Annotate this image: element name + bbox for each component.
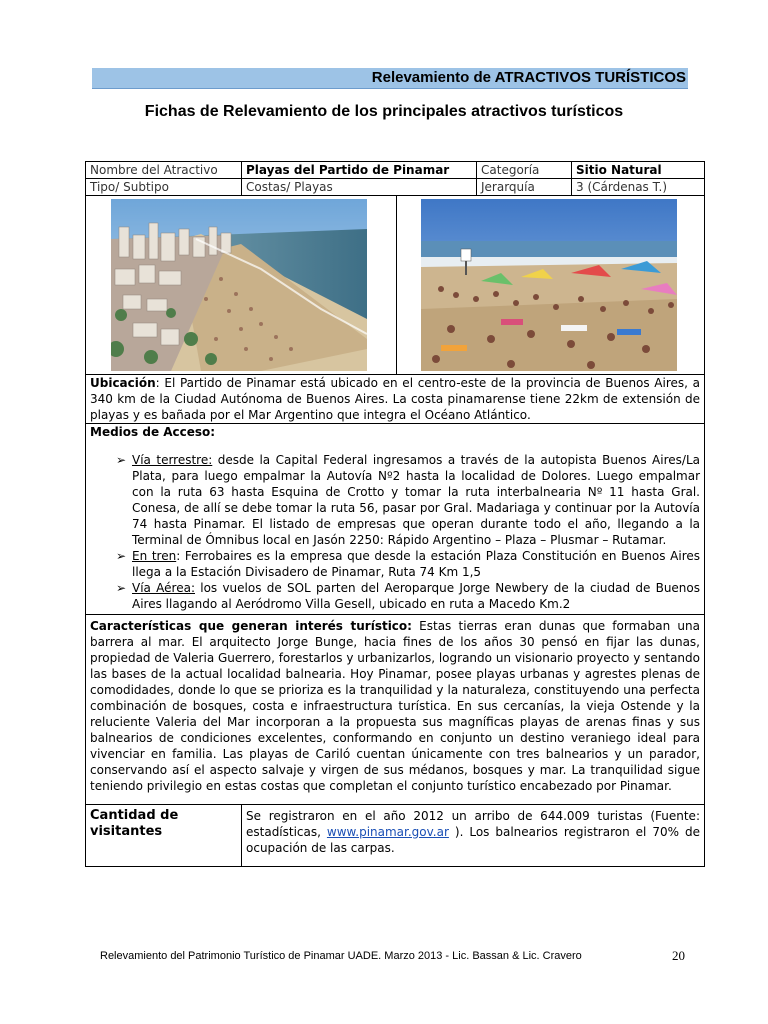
acceso-item-title: Vía terrestre: [132, 453, 213, 467]
caracteristicas-row [86, 615, 705, 805]
acceso-item-text: : Ferrobaires es la empresa que desde la estación Plaza Constitución en Buenos Aires llega a la Estación Divisadero de Pinamar, Ruta 74 Km 1,5 [132, 549, 700, 579]
arrow-bullet-icon: ➢ [116, 581, 127, 595]
caracteristicas-label: Características que generan interés turístico: [90, 619, 412, 633]
categoria-value: Sitio Natural [572, 162, 705, 179]
acceso-row [86, 424, 705, 615]
attraction-sheet-table [85, 161, 705, 867]
acceso-item-text: los vuelos de SOL parten del Aeroparque Jorge Newbery de la ciudad de Buenos Aires llagando al Aeródromo Villa Gesell, ubicado en ruta a Macedo Km.2 [132, 581, 701, 611]
caracteristicas-text: Estas tierras eran dunas que formaban una barrera al mar. El arquitecto Jorge Bunge, hacia fines de los años 30 pensó en fijar las dunas, propiedad de Valeria Guerrero, forestarlos y urbanizarlos, logrando un visionario proyecto y sentando las bases de la actual localidad balnearia. Hoy Pinamar, posee playas urbanas y agrestes plenas de comodidades, donde lo que se prioriza es la tranquilidad y la naturaleza, constituyendo una perfecta combinación de bosques, costa e infraestructura turística. En sus cercanías, la vieja Ostende y la reluciente Valeria del Mar incorporan a la propuesta sus magníficas playas de arenas finas y sus balnearios de condiciones excelentes, conformando en conjunto un destino veraniego ideal para vivenciar en familia. Las playas de Cariló cuentan únicamente con tres balnearios y un parador, conservando así el aspecto salvaje y virgen de sus médanos, bosques y mar. La tranquilidad sigue teniendo privilegio en estas costas que completan el conjunto turístico encabezado por Pinamar. [90, 619, 700, 793]
list-item [116, 580, 701, 612]
page-subtitle: Fichas de Relevamiento de los principales atractivos turísticos [144, 103, 624, 120]
acceso-list [90, 452, 700, 612]
beach-crowd-photo [421, 199, 677, 371]
acceso-item-text: desde la Capital Federal ingresamos a través de la autopista Buenos Aires/La Plata, para luego empalmar la Autovía Nº2 hasta la localidad de Dolores. Luego empalmar con la ruta 63 hasta Esquina de Crotto y tomar la ruta interbalnearia Nº 11 hasta Gral. Conesa, de allí se debe tomar la ruta 56, pasar por Gral. Madariaga y continuar por la Autovía 74 hasta Pinamar. El listado de empresas que operan durante todo el año, llegando a la Terminal de Ómnibus local en Jasón 2250: Rápido Argentino – Plaza – Plusmar – Rutamar. [132, 453, 700, 547]
ubicacion-cell [86, 375, 705, 424]
visitantes-label: Cantidad de visitantes [86, 805, 242, 867]
jerarquia-label: Jerarquía [477, 179, 572, 196]
page-number: 20 [672, 948, 685, 963]
pinamar-website-link[interactable]: www.pinamar.gov.ar [326, 825, 449, 839]
ubicacion-text: : El Partido de Pinamar está ubicado en el centro-este de la provincia de Buenos Aires, a 340 km de la Ciudad Autónoma de Buenos Aires. La costa pinamarense tiene 22km de extensión de playas y es bañada por el Mar Argentino que integra el Océano Atlántico. [90, 376, 700, 422]
list-item [116, 548, 700, 580]
visitantes-text-before: Se registraron en el año 2012 un arribo de 644.009 turistas (Fuente: estadísticas, [246, 809, 700, 839]
tipo-label: Tipo/ Subtipo [86, 179, 242, 196]
visitantes-text-after: ). Los balnearios registraron el 70% de ocupación de las carpas. [246, 825, 700, 855]
nombre-value: Playas del Partido de Pinamar [242, 162, 477, 179]
list-item [116, 452, 700, 548]
footer-text: Relevamiento del Patrimonio Turístico de Pinamar UADE. Marzo 2013 - Lic. Bassan & Lic. Cravero [100, 950, 582, 962]
table-row [86, 179, 705, 196]
photo-divider [396, 196, 397, 374]
jerarquia-value: 3 (Cárdenas T.) [572, 179, 705, 196]
caracteristicas-cell [86, 615, 705, 805]
arrow-bullet-icon: ➢ [116, 453, 127, 467]
nombre-label: Nombre del Atractivo [86, 162, 242, 179]
visitantes-cell [242, 805, 705, 867]
ubicacion-row [86, 375, 705, 424]
acceso-item-title: Vía Aérea: [132, 581, 195, 595]
table-row [86, 162, 705, 179]
acceso-cell [86, 424, 705, 615]
beach-city-aerial-photo [111, 199, 367, 371]
categoria-label: Categoría [477, 162, 572, 179]
acceso-label: Medios de Acceso: [90, 425, 216, 439]
acceso-item-title: En tren [132, 549, 177, 563]
visitantes-row [86, 805, 705, 867]
page-title: Relevamiento de ATRACTIVOS TURÍSTICOS [371, 69, 686, 86]
arrow-bullet-icon: ➢ [116, 549, 127, 563]
ubicacion-label: Ubicación [90, 376, 156, 390]
header-bar [92, 68, 688, 89]
tipo-value: Costas/ Playas [242, 179, 477, 196]
photos-row [86, 196, 705, 375]
photos-cell [86, 196, 705, 375]
